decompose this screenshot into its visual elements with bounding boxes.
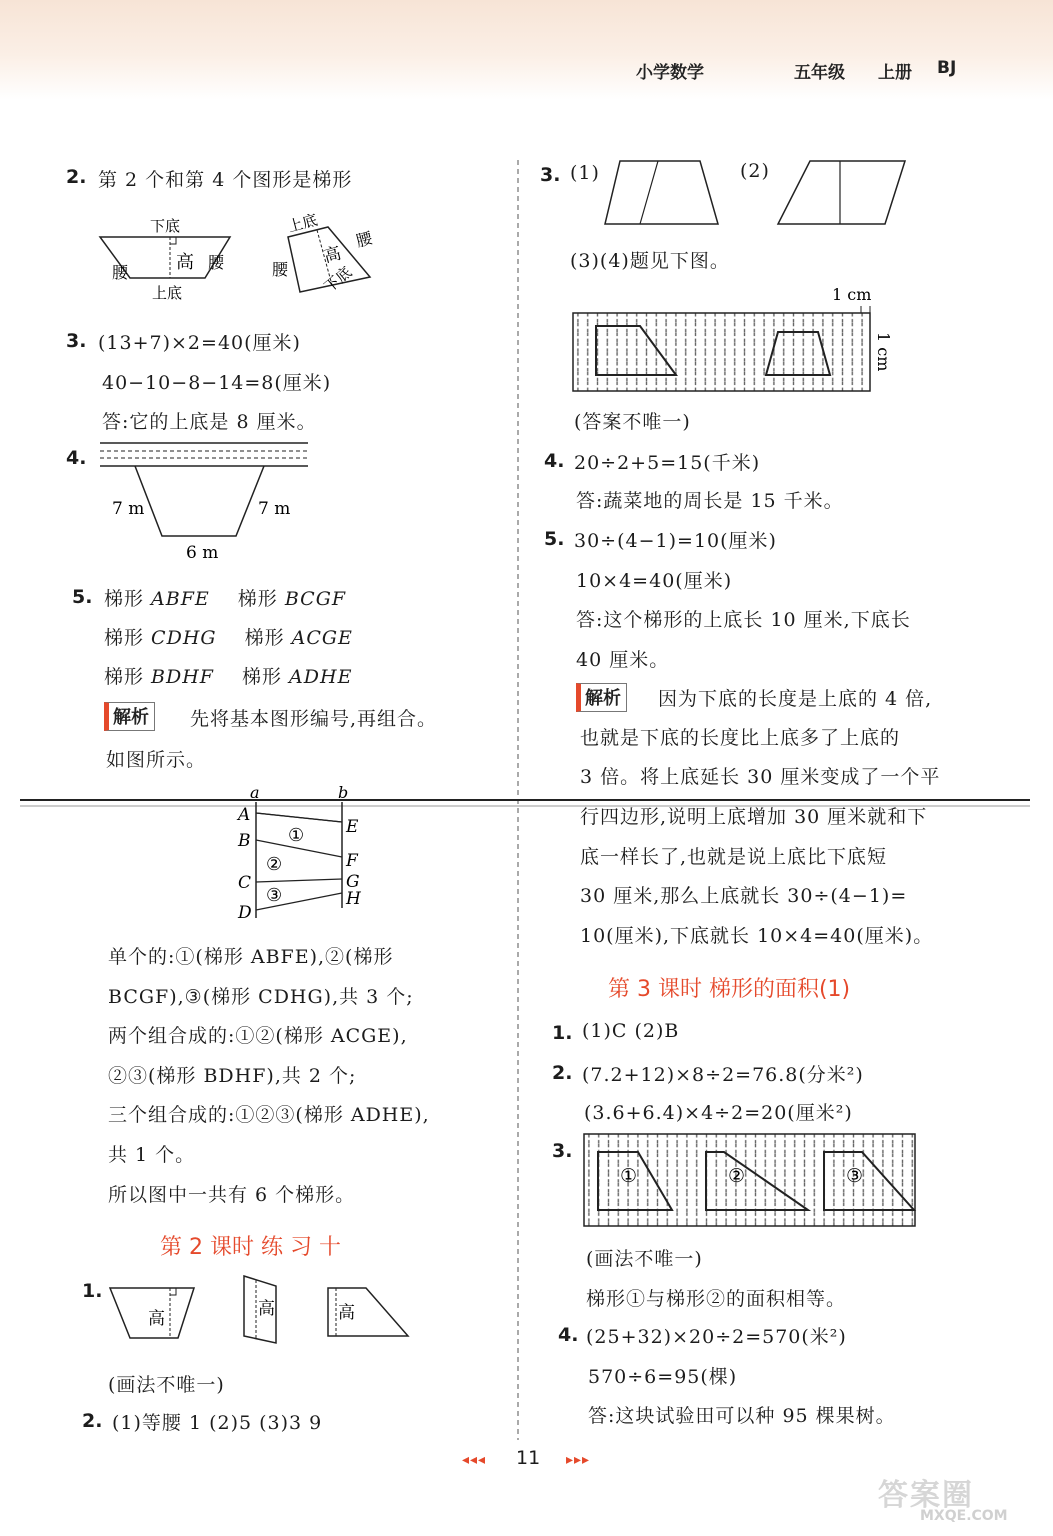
q2f2-leg-l: 腰: [272, 260, 289, 279]
r-q5-number: 5.: [544, 528, 565, 550]
r-ex3-c1: ①: [620, 1165, 638, 1187]
r-q4-line1: 20÷2+5=15(千米): [574, 452, 761, 474]
r-q4-line2: 答:蔬菜地的周长是 15 千米。: [576, 490, 844, 512]
r-ex4-number: 4.: [558, 1324, 579, 1346]
q2-number: 2.: [66, 166, 87, 188]
q2f1-leg-r: 腰: [208, 253, 225, 272]
q2f1-height: 高: [176, 252, 194, 273]
header-grade: 五年级: [794, 63, 845, 83]
q5-explain-6: 共 1 个。: [108, 1144, 196, 1166]
q2f2-top: 上底: [285, 210, 320, 236]
q5d-c2: ②: [266, 854, 283, 875]
q3-line2: 40−10−8−14=8(厘米): [102, 372, 332, 394]
q3-line3: 答:它的上底是 8 厘米。: [102, 411, 317, 433]
q5-row3: 梯形 BDHF 梯形 ADHE: [104, 666, 353, 688]
q5-explain-2: BCGF),③(梯形 CDHG),共 3 个;: [108, 986, 414, 1008]
r-q3-note: (答案不唯一): [574, 411, 691, 433]
r-q5-explain-2: 也就是下底的长度比上底多了上底的: [580, 727, 901, 749]
q4-road-figure: [98, 438, 318, 563]
r-q5-explain-5: 底一样长了,也就是说上底比下底短: [580, 846, 888, 868]
r-ex3-note: (画法不唯一): [586, 1248, 703, 1270]
ex1-h1: 高: [148, 1309, 165, 1329]
q2f1-bottom: 上底: [152, 284, 183, 302]
q5-analysis-tag: 解析: [104, 702, 155, 731]
r-ex2-number: 2.: [552, 1062, 573, 1084]
r-ex3-text: 梯形①与梯形②的面积相等。: [586, 1288, 847, 1310]
r-q3-grid-figure: [560, 280, 900, 396]
q5d-H: H: [346, 889, 361, 909]
q2-trapezoid-figures: [90, 205, 390, 305]
r-ex3-grid-figure: [580, 1130, 920, 1230]
ex2-text: (1)等腰 1 (2)5 (3)3 9: [112, 1412, 323, 1434]
q5d-c3: ③: [266, 885, 283, 906]
r-ex3-number: 3.: [552, 1140, 573, 1162]
ex1-h3: 高: [338, 1303, 355, 1323]
q2f2-bottom: 下底: [320, 262, 356, 297]
r-q5-explain-1: 因为下底的长度是上底的 4 倍,: [658, 688, 933, 710]
r-q5-explain-7: 10(厘米),下底就长 10×4=40(厘米)。: [580, 925, 934, 947]
r-ex2-line2: (3.6+6.4)×4÷2=20(厘米²): [584, 1102, 853, 1124]
page-number: 11: [516, 1447, 541, 1469]
watermark-logo: 答案圈: [878, 1478, 974, 1513]
header-subject: 小学数学: [636, 63, 704, 83]
r-ex4-line3: 答:这块试验田可以种 95 棵果树。: [588, 1405, 896, 1427]
r-ex3-c2: ②: [728, 1165, 746, 1187]
q2f1-top: 下底: [150, 217, 181, 235]
q5-composite-diagram: [226, 780, 386, 930]
q5d-A: A: [238, 805, 251, 825]
r-ex2-line1: (7.2+12)×8÷2=76.8(分米²): [582, 1064, 864, 1086]
r-q4-number: 4.: [544, 450, 565, 472]
q3-number: 3.: [66, 330, 87, 352]
r-q5-explain-6: 30 厘米,那么上底就长 30÷(4−1)=: [580, 885, 908, 907]
q4-trapezoid: [135, 466, 264, 536]
next-page-arrows[interactable]: ▸▸▸: [566, 1452, 591, 1468]
q4-leg-r: 7 m: [258, 499, 291, 519]
r-q3-text: (3)(4)题见下图。: [570, 250, 730, 272]
r-q5-line4: 40 厘米。: [576, 649, 670, 671]
q5-row1: 梯形 ABFE 梯形 BCGF: [104, 588, 347, 610]
r-ex1-number: 1.: [552, 1022, 573, 1044]
r-q3-p1: (1): [570, 162, 600, 184]
q5-explain-7: 所以图中一共有 6 个梯形。: [108, 1184, 356, 1206]
q2f2-height: 高: [321, 243, 344, 268]
r-q3-figures: [600, 156, 920, 231]
q5-explain-5: 三个组合成的:①②③(梯形 ADHE),: [108, 1104, 430, 1126]
q5d-B: B: [238, 831, 251, 851]
watermark-url: MXQE.COM: [920, 1508, 1008, 1524]
r-q5-line1: 30÷(4−1)=10(厘米): [574, 530, 777, 552]
r-q5-explain-4: 行四边形,说明上底增加 30 厘米就和下: [580, 806, 928, 828]
ex1-number: 1.: [82, 1280, 103, 1302]
q5d-b: b: [338, 783, 349, 802]
r-q5-line3: 答:这个梯形的上底长 10 厘米,下底长: [576, 609, 911, 631]
r-ex3-c3: ③: [846, 1165, 864, 1187]
prev-page-arrows[interactable]: ◂◂◂: [462, 1452, 487, 1468]
q5d-D: D: [238, 903, 252, 923]
r-ex1-text: (1)C (2)B: [582, 1020, 680, 1042]
header-edition: BJ: [937, 58, 957, 78]
q5-row2: 梯形 CDHG 梯形 ACGE: [104, 627, 353, 649]
q5d-c1: ①: [288, 825, 305, 846]
q4-bottom: 6 m: [186, 543, 219, 563]
q2f1-leg-l: 腰: [112, 263, 129, 282]
r-q5-analysis-tag: 解析: [576, 683, 627, 712]
lesson3-title: 第 3 课时 梯形的面积(1): [608, 977, 851, 1002]
q5d-E: E: [346, 817, 359, 837]
ex1-figures: [104, 1268, 414, 1350]
q2-text: 第 2 个和第 4 个图形是梯形: [98, 169, 353, 191]
q5d-C: C: [238, 873, 252, 893]
r-q3-unit-h: 1 cm: [832, 285, 872, 304]
q5-explain-1: 单个的:①(梯形 ABFE),②(梯形: [108, 946, 394, 968]
q5d-G: G: [346, 872, 360, 892]
q5-analysis-text: 先将基本图形编号,再组合。: [190, 708, 438, 730]
q5-explain-3: 两个组合成的:①②(梯形 ACGE),: [108, 1025, 408, 1047]
ex1-note: (画法不唯一): [108, 1374, 225, 1396]
q4-number: 4.: [66, 447, 87, 469]
r-q3-p2: (2): [740, 160, 770, 182]
ex1-h2: 高: [258, 1299, 275, 1319]
r-q5-explain-3: 3 倍。将上底延长 30 厘米变成了一个平: [580, 766, 941, 788]
r-ex4-line1: (25+32)×20÷2=570(米²): [586, 1326, 847, 1348]
q2f2-leg-r: 腰: [353, 228, 375, 251]
q5d-F: F: [346, 851, 358, 871]
q5-analysis-text2: 如图所示。: [106, 749, 207, 771]
q5d-a: a: [250, 783, 260, 802]
q4-leg-l: 7 m: [112, 499, 145, 519]
q3-line1: (13+7)×2=40(厘米): [98, 332, 301, 354]
q5-explain-4: ②③(梯形 BDHF),共 2 个;: [108, 1065, 357, 1087]
r-ex4-line2: 570÷6=95(棵): [588, 1366, 738, 1388]
lesson2-title: 第 2 课时 练 习 十: [160, 1235, 341, 1260]
r-q5-line2: 10×4=40(厘米): [576, 570, 733, 592]
ex2-number: 2.: [82, 1410, 103, 1432]
header-volume: 上册: [878, 63, 912, 83]
r-q3-number: 3.: [540, 164, 561, 186]
r-q3-unit-v: 1 cm: [874, 332, 893, 372]
q5-number: 5.: [72, 586, 93, 608]
